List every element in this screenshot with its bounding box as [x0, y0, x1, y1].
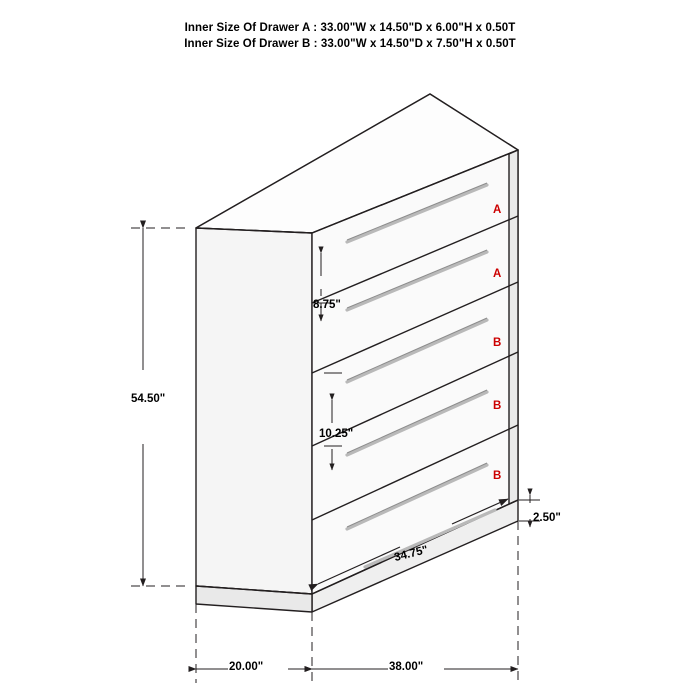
- dimension-drawer-a-height: 8.75": [313, 299, 341, 311]
- dimension-drawer-b-height: 10.25": [319, 428, 354, 440]
- dimension-depth: 20.00": [229, 661, 264, 673]
- header-line-1: Inner Size Of Drawer A : 33.00"W x 14.50"D x 6.00"H x 0.50T: [184, 22, 516, 34]
- dimension-drawer-front-width: 34.75": [393, 544, 430, 564]
- drawer-label-b-3: B: [493, 470, 502, 482]
- dimension-total-height: 54.50": [131, 393, 166, 405]
- dimension-width: 38.00": [389, 661, 424, 673]
- dimension-base-height: 2.50": [533, 512, 561, 524]
- drawer-label-a-2: A: [493, 268, 502, 280]
- drawer-label-b-1: B: [493, 337, 502, 349]
- drawer-label-a-1: A: [493, 204, 502, 216]
- header-line-2: Inner Size Of Drawer B : 33.00"W x 14.50"D x 7.50"H x 0.50T: [184, 38, 516, 50]
- drawer-label-b-2: B: [493, 400, 502, 412]
